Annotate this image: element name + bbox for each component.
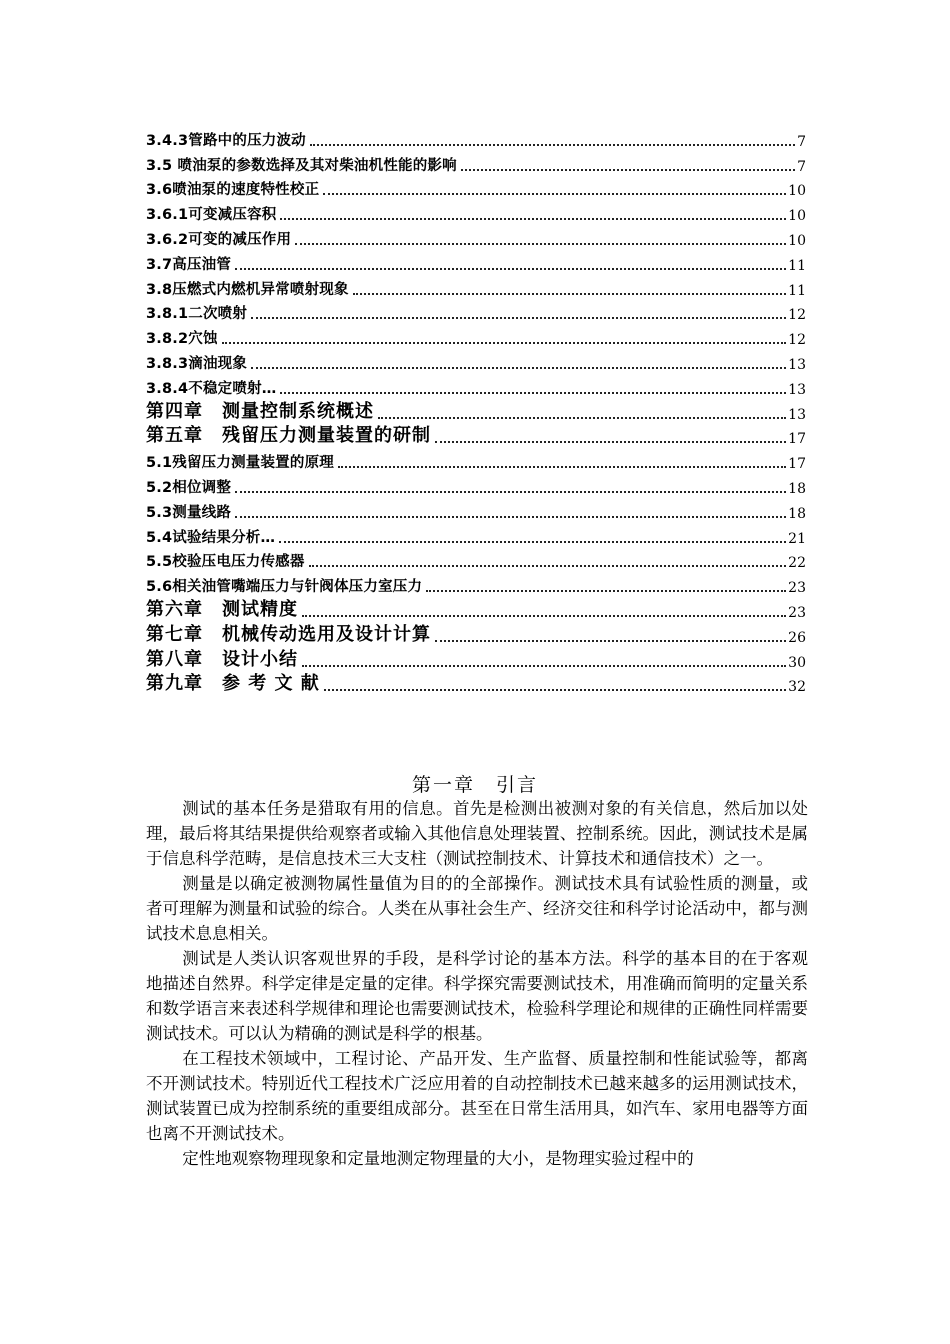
body-paragraph: 测试的基本任务是猎取有用的信息。首先是检测出被测对象的有关信息，然后加以处理，最后将其结果提供给观察者或输入其他信息处理装置、控制系统。因此，测试技术是属于信息科学范畴，是信息技术三大支柱（测试控制技术、计算技术和通信技术）之一。: [146, 799, 808, 868]
toc-page-number: 17: [788, 456, 806, 473]
toc-entry[interactable]: [146, 150, 806, 175]
toc-leader-dots: [222, 332, 786, 344]
toc-leader-dots: [309, 555, 787, 567]
toc-leader-dots: [302, 605, 786, 617]
toc-entry-title: 3.6喷油泵的速度特性校正: [146, 182, 320, 199]
toc-entry-title: 5.1残留压力测量装置的原理: [146, 455, 334, 472]
toc-page-number: 11: [788, 257, 806, 274]
toc-entry-title: 3.4.3管路中的压力波动: [146, 132, 306, 149]
toc-page-number: 11: [788, 282, 806, 299]
toc-page-number: 13: [788, 356, 806, 373]
toc-page-number: 12: [788, 332, 806, 349]
toc-leader-dots: [435, 630, 786, 642]
toc-entry-title: 3.8.4不稳定喷射…: [146, 380, 277, 397]
toc-page-number: 30: [788, 654, 806, 671]
toc-entry[interactable]: [146, 125, 806, 150]
toc-leader-dots: [235, 506, 786, 518]
toc-entry-title: 3.8.2穴蚀: [146, 331, 218, 348]
toc-entry-title: 5.5校验压电压力传感器: [146, 554, 305, 571]
toc-leader-dots: [338, 456, 786, 468]
toc-leader-dots: [324, 679, 786, 691]
toc-page-number: 13: [788, 406, 806, 423]
toc-entry-title: 3.6.2可变的减压作用: [146, 231, 292, 248]
toc-entry[interactable]: [146, 199, 806, 224]
toc-entry-title: 第八章 设计小结: [146, 648, 298, 670]
toc-entry[interactable]: [146, 547, 806, 572]
chapter-heading: 第一章 引言: [411, 774, 538, 796]
toc-entry-title: 5.3测量线路: [146, 504, 232, 521]
toc-leader-dots: [302, 655, 786, 667]
toc-entry-title: 3.5 喷油泵的参数选择及其对柴油机性能的影响: [146, 157, 457, 174]
toc-leader-dots: [280, 382, 786, 394]
toc-page-number: 12: [788, 307, 806, 324]
toc-page-number: 10: [788, 232, 806, 249]
toc-entry[interactable]: [146, 497, 806, 522]
toc-leader-dots: [279, 531, 786, 543]
toc-entry-title: 3.8.1二次喷射: [146, 306, 248, 323]
toc-entry[interactable]: [146, 571, 806, 596]
toc-entry[interactable]: [146, 423, 806, 448]
toc-leader-dots: [378, 407, 786, 419]
toc-page-number: 7: [797, 133, 806, 150]
toc-entry-title: 第六章 测试精度: [146, 598, 298, 620]
toc-page-number: 10: [788, 208, 806, 225]
toc-leader-dots: [251, 307, 786, 319]
toc-entry-title: 5.2相位调整: [146, 479, 232, 496]
toc-leader-dots: [323, 183, 786, 195]
toc-page-number: 23: [788, 604, 806, 621]
toc-entry-title: 3.6.1可变减压容积: [146, 207, 277, 224]
toc-entry[interactable]: [146, 596, 806, 621]
toc-leader-dots: [235, 481, 786, 493]
toc-page-number: 21: [788, 530, 806, 547]
toc-page-number: 10: [788, 183, 806, 200]
toc-page-number: 7: [797, 158, 806, 175]
toc-entry[interactable]: [146, 249, 806, 274]
toc-entry[interactable]: [146, 522, 806, 547]
toc-entry[interactable]: [146, 671, 806, 696]
toc-entry[interactable]: [146, 472, 806, 497]
toc-leader-dots: [353, 283, 786, 295]
toc-leader-dots: [310, 134, 795, 146]
toc-entry-title: 3.7高压油管: [146, 256, 232, 273]
toc-entry-title: 3.8压燃式内燃机异常喷射现象: [146, 281, 349, 298]
toc-leader-dots: [426, 580, 786, 592]
toc-entry[interactable]: [146, 373, 806, 398]
toc-leader-dots: [435, 431, 786, 443]
toc-entry-title: 5.6相关油管嘴端压力与针阀体压力室压力: [146, 579, 423, 596]
toc-entry[interactable]: [146, 323, 806, 348]
toc-page-number: 13: [788, 381, 806, 398]
toc-leader-dots: [280, 208, 786, 220]
body-text: [146, 796, 808, 1171]
toc-entry-title: 3.8.3滴油现象: [146, 355, 248, 372]
table-of-contents: [146, 125, 806, 695]
toc-leader-dots: [235, 258, 786, 270]
toc-page-number: 18: [788, 480, 806, 497]
toc-page-number: 23: [788, 580, 806, 597]
toc-entry[interactable]: [146, 175, 806, 200]
toc-entry[interactable]: [146, 398, 806, 423]
toc-entry-title: 第七章 机械传动选用及设计计算: [146, 623, 431, 645]
toc-leader-dots: [251, 357, 786, 369]
toc-entry-title: 5.4试验结果分析…: [146, 529, 276, 546]
toc-page-number: 26: [788, 629, 806, 646]
toc-entry[interactable]: [146, 646, 806, 671]
toc-page-number: 22: [788, 555, 806, 572]
body-paragraph: 在工程技术领域中，工程讨论、产品开发、生产监督、质量控制和性能试验等，都离不开测试技术。特别近代工程技术广泛应用着的自动控制技术已越来越多的运用测试技术，测试装置已成为控制系统的重要组成部分。甚至在日常生活用具，如汽车、家用电器等方面也离不开测试技术。: [146, 1049, 808, 1143]
toc-entry-title: 第九章 参 考 文 献: [146, 673, 320, 695]
toc-entry[interactable]: [146, 299, 806, 324]
toc-page-number: 32: [788, 679, 806, 696]
body-paragraph: 定性地观察物理现象和定量地测定物理量的大小，是物理实验过程中的: [182, 1149, 694, 1168]
toc-page-number: 18: [788, 505, 806, 522]
toc-entry[interactable]: [146, 348, 806, 373]
toc-entry[interactable]: [146, 224, 806, 249]
toc-entry-title: 第五章 残留压力测量装置的研制: [146, 425, 431, 447]
toc-page-number: 17: [788, 431, 806, 448]
toc-leader-dots: [461, 159, 795, 171]
toc-entry-title: 第四章 测量控制系统概述: [146, 400, 374, 422]
toc-entry[interactable]: [146, 621, 806, 646]
body-paragraph: 测量是以确定被测物属性量值为目的的全部操作。测试技术具有试验性质的测量，或者可理解为测量和试验的综合。人类在从事社会生产、经济交往和科学讨论活动中，都与测试技术息息相关。: [146, 874, 808, 943]
toc-entry[interactable]: [146, 447, 806, 472]
body-paragraph: 测试是人类认识客观世界的手段，是科学讨论的基本方法。科学的基本目的在于客观地描述自然界。科学定律是定量的定律。科学探究需要测试技术，用准确而简明的定量关系和数学语言来表述科学规律和理论也需要测试技术，检验科学理论和规律的正确性同样需要测试技术。可以认为精确的测试是科学的根基。: [146, 949, 808, 1043]
toc-entry[interactable]: [146, 274, 806, 299]
toc-leader-dots: [295, 233, 786, 245]
